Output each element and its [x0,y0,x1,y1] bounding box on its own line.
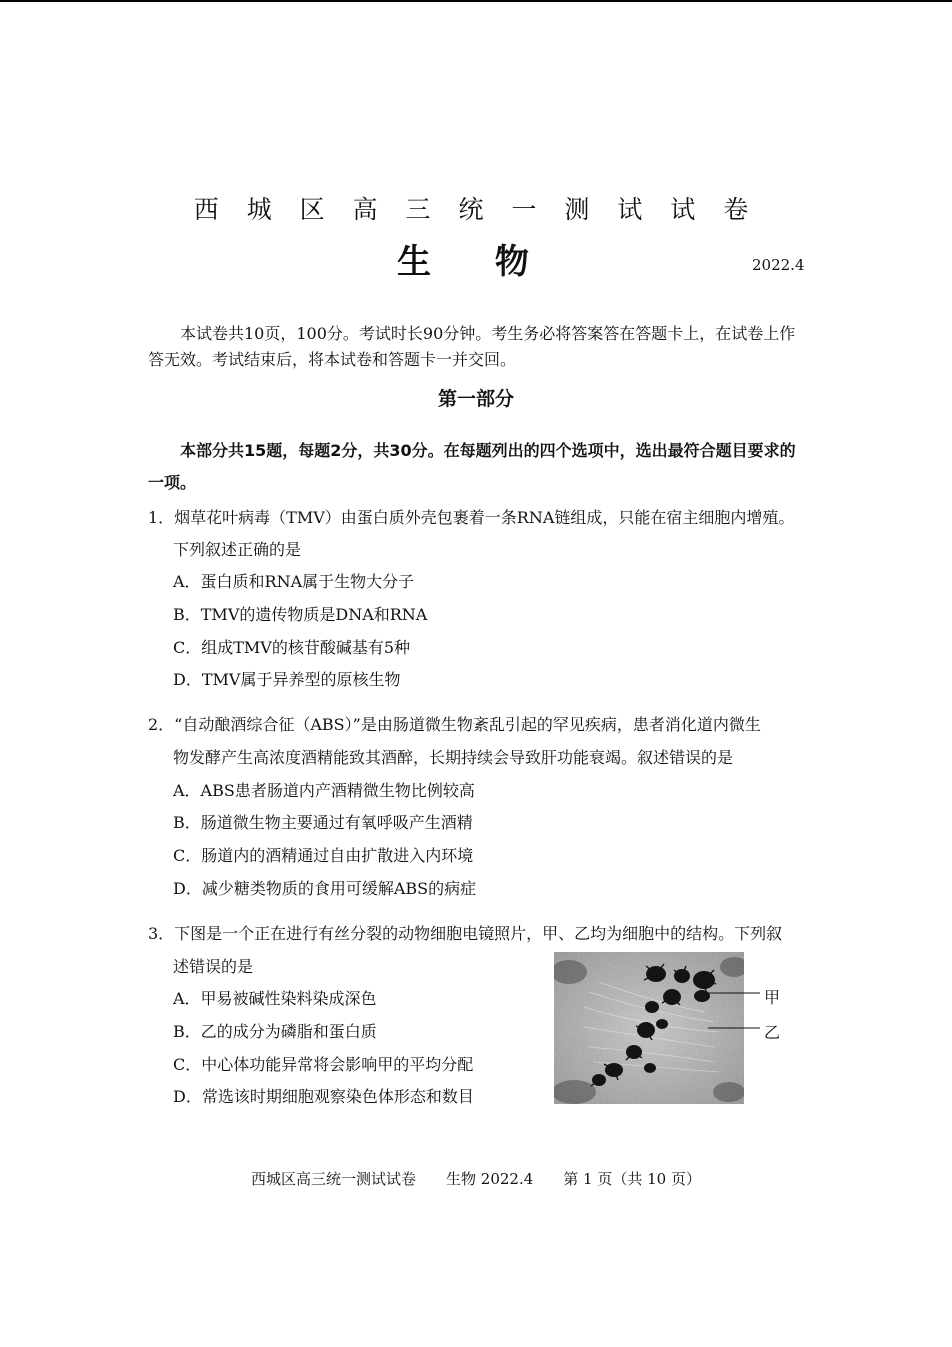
figure-label-yi: 乙 [764,1023,781,1042]
question-stem-line: 下列叙述正确的是 [173,540,302,559]
option-a: A．甲易被碱性染料染成深色 [173,989,377,1008]
option-d: D．TMV属于异养型的原核生物 [173,670,401,689]
section-instruction-2: 一项。 [148,473,197,492]
option-b: B．肠道微生物主要通过有氧呼吸产生酒精 [173,813,473,832]
question-stem-line: 述错误的是 [173,957,254,976]
question-stem-line: 1．烟草花叶病毒（TMV）由蛋白质外壳包裹着一条RNA链组成，只能在宿主细胞内增殖。 [148,508,795,527]
option-a: A．ABS患者肠道内产酒精微生物比例较高 [173,781,475,800]
intro-line-1: 本试卷共10页，100分。考试时长90分钟。考生务必将答案答在答题卡上，在试卷上作 [180,324,796,343]
section-instruction-1: 本部分共15题，每题2分，共30分。在每题列出的四个选项中，选出最符合题目要求的 [180,441,796,460]
option-d: D．减少糖类物质的食用可缓解ABS的病症 [173,879,477,898]
figure-label-lines [700,985,800,1045]
question-stem-line: 物发酵产生高浓度酒精能致其酒醉，长期持续会导致肝功能衰竭。叙述错误的是 [173,748,734,767]
option-c: C．组成TMV的核苷酸碱基有5种 [173,638,411,657]
option-b: B．乙的成分为磷脂和蛋白质 [173,1022,377,1041]
option-b: B．TMV的遗传物质是DNA和RNA [173,605,428,624]
option-c: C．中心体功能异常将会影响甲的平均分配 [173,1055,474,1074]
intro-line-2: 答无效。考试结束后，将本试卷和答题卡一并交回。 [148,350,517,369]
figure-label-jia: 甲 [764,988,781,1007]
exam-date: 2022.4 [752,256,805,274]
question-stem-line: 3．下图是一个正在进行有丝分裂的动物细胞电镜照片，甲、乙均为细胞中的结构。下列叙 [148,924,783,943]
option-c: C．肠道内的酒精通过自由扩散进入内环境 [173,846,474,865]
section-title: 第一部分 [437,388,514,410]
option-d: D．常选该时期细胞观察染色体形态和数目 [173,1087,474,1106]
exam-title: 西 城 区 高 三 统 一 测 试 试 卷 [193,195,759,224]
page-footer: 西城区高三统一测试试卷 生物 2022.4 第 1 页（共 10 页） [251,1170,701,1188]
subject-title: 生 物 [397,242,555,282]
question-stem-line: 2．“自动酿酒综合征（ABS）”是由肠道微生物紊乱引起的罕见疾病，患者消化道内微生 [148,715,761,734]
option-a: A．蛋白质和RNA属于生物大分子 [173,572,415,591]
top-border-line [0,0,952,2]
